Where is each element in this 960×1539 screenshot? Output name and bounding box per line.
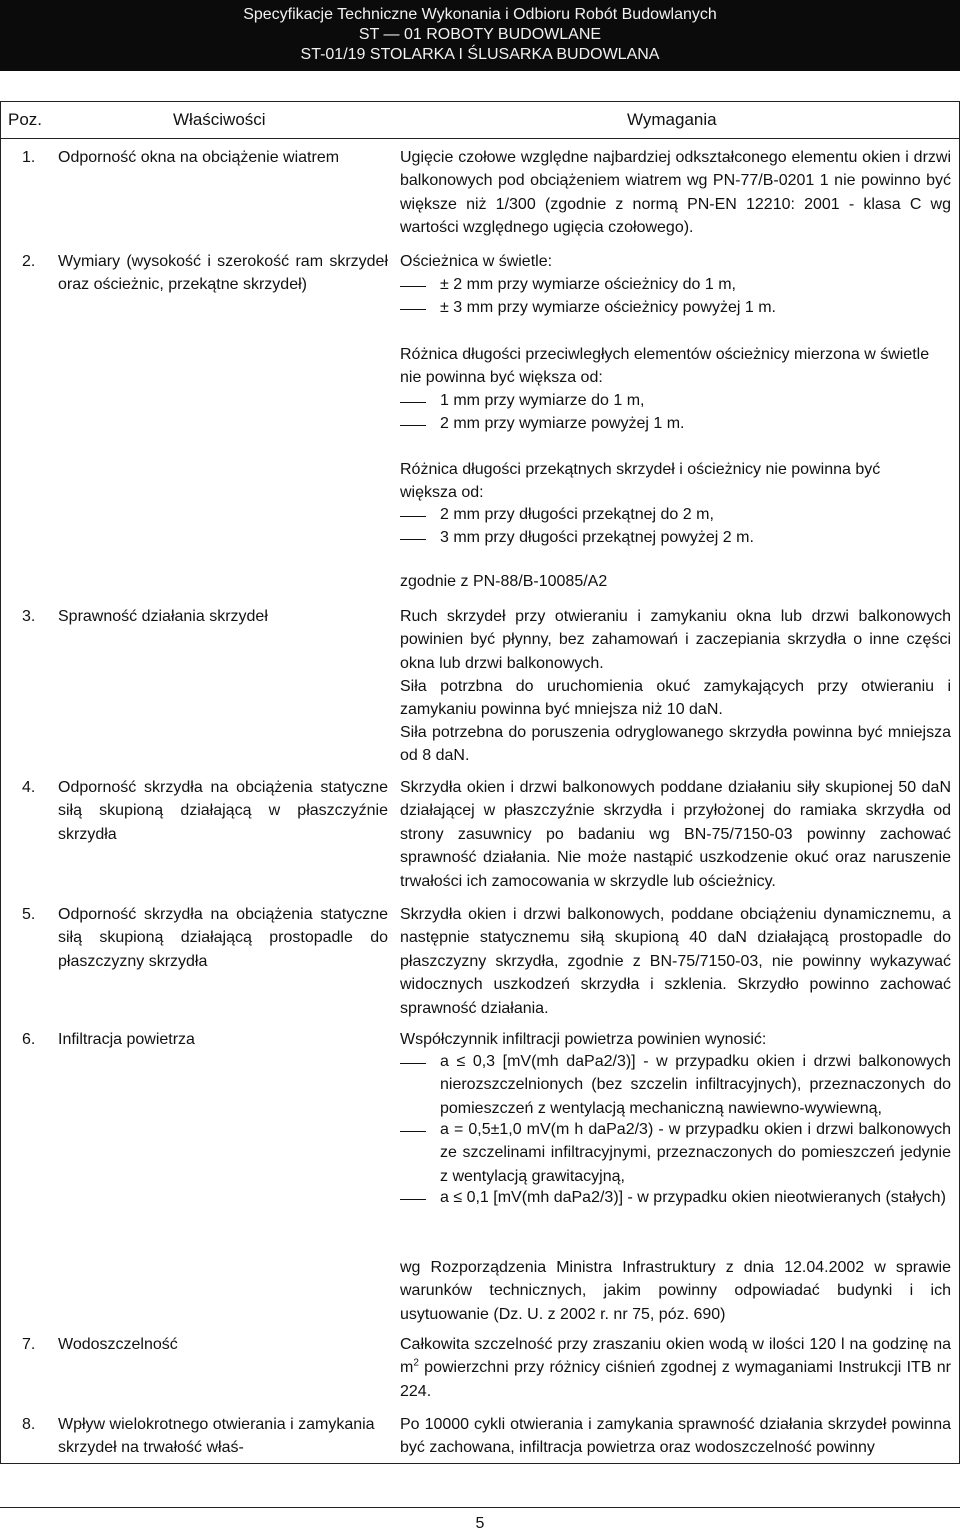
requirement-title: Współczynnik infiltracji powietrza powinien wynosić: — [400, 1031, 767, 1048]
list-item: 2 mm przy wymiarze powyżej 1 m. — [440, 415, 685, 432]
header-subsection: ST-01/19 STOLARKA I ŚLUSARKA BUDOWLANA — [300, 46, 660, 63]
row-number: 1. — [22, 149, 36, 166]
list-dash — [400, 425, 426, 426]
requirement-title: Ościeżnica w świetle: — [400, 253, 553, 270]
row-property: Odporność skrzydła na obciążenia statyczne siłą skupioną działającą w płaszczyźnie skrzydła — [58, 779, 388, 843]
column-header-poz: Poz. — [8, 110, 43, 129]
row-number: 7. — [22, 1336, 36, 1353]
superscript: 2 — [413, 1358, 419, 1370]
table-header-divider — [0, 138, 960, 139]
list-dash — [400, 309, 426, 310]
row-property: Wodoszczelność — [58, 1336, 178, 1353]
table-bottom-border — [0, 1463, 960, 1464]
list-item: ± 2 mm przy wymiarze ościeżnicy do 1 m, — [440, 276, 736, 293]
row-property: Wpływ wielokrotnego otwierania i zamykania skrzydeł na trwałość właś- — [58, 1416, 375, 1457]
header-section: ST — 01 ROBOTY BUDOWLANE — [358, 26, 602, 43]
requirement-text-part: powierzchni przy różnicy ciśnień zgodnej z wymaganiami Instrukcji ITB nr 224. — [400, 1359, 951, 1400]
requirement-text: Różnica długości przekątnych skrzydeł i ościeżnicy nie powinna być większa od: — [400, 461, 881, 502]
list-item: 1 mm przy wymiarze do 1 m, — [440, 392, 645, 409]
header-spec-title: Specyfikacje Techniczne Wykonania i Odbioru Robót Budowlanych — [243, 6, 717, 23]
footer-rule — [0, 1507, 960, 1508]
list-item: 3 mm przy długości przekątnej powyżej 2 m. — [440, 529, 754, 546]
list-item: a = 0,5±1,0 mV(m h daPa2/3) - w przypadku okien i drzwi balkonowych ze szczelinami infiltracyjnymi, przeznaczonych do pomieszczeń jedynie z wentylacją grawitacyjną, — [440, 1121, 951, 1185]
row-requirement: Siła potrzbna do uruchomienia okuć zamykających przy otwieraniu i zamykaniu powinna być mniejsza niż 10 daN. — [400, 678, 951, 719]
list-dash — [400, 1199, 426, 1200]
row-number: 2. — [22, 253, 36, 270]
row-property: Sprawność działania skrzydeł — [58, 608, 268, 625]
row-requirement: Skrzydła okien i drzwi balkonowych, poddane obciążeniu dynamicznemu, a następnie statycznemu siłą skupioną 40 daN działającą prostopadle do płaszczyzny skrzydła, zgodnie z BN-75/7150-03, nie powinny wykazywać widocznych uszkodzeń skrzydła i szklenia. Skrzydło powinno zachować sprawność działania. — [400, 906, 951, 1017]
row-property: Wymiary (wysokość i szerokość ram skrzydeł oraz ościeżnic, przekątne skrzydeł) — [58, 253, 388, 294]
row-requirement: Ugięcie czołowe względne najbardziej odkształconego elementu okien i drzwi balkonowych pod obciążeniem wiatrem wg PN-77/B-0201 1 nie powinno być większe niż 1/300 (zgodnie z normą PN-EN 12210: 2001 - klasa C wg wartości względnego ugięcia czołowego). — [400, 149, 951, 237]
list-item: a ≤ 0,3 [mV(mh daPa2/3)] - w przypadku okien i drzwi balkonowych nierozszczelnionych (bez szczelin infiltracyjnych), przeznaczonych do pomieszczeń z wentylacją mechaniczną nawiewno-wywiewną, — [440, 1053, 951, 1117]
regulation-reference: wg Rozporządzenia Ministra Infrastruktury z dnia 12.04.2002 w sprawie warunków technicznych, jakim powinny odpowiadać budynki i ich usytuowanie (Dz. U. z 2002 r. nr 75, póz. 690) — [400, 1259, 951, 1323]
row-number: 3. — [22, 608, 36, 625]
requirement-text: Różnica długości przeciwległych elementów ościeżnicy mierzona w świetle nie powinna być większa od: — [400, 346, 930, 387]
list-dash — [400, 539, 426, 540]
table-left-border — [0, 101, 1, 1464]
column-header-properties: Właściwości — [173, 110, 266, 129]
list-item: 2 mm przy długości przekątnej do 2 m, — [440, 506, 714, 523]
row-number: 8. — [22, 1416, 36, 1433]
list-dash — [400, 516, 426, 517]
table-top-border — [0, 101, 960, 102]
row-number: 4. — [22, 779, 36, 796]
page-number: 5 — [475, 1515, 485, 1532]
row-number: 6. — [22, 1031, 36, 1048]
row-requirement: Po 10000 cykli otwierania i zamykania sprawność działania skrzydeł powinna być zachowana, infiltracja powietrza oraz wodoszczelność powinny — [400, 1416, 951, 1457]
row-property: Odporność skrzydła na obciążenia statyczne siłą skupioną działającą prostopadle do płaszczyzny skrzydła — [58, 906, 388, 970]
row-property: Odporność okna na obciążenie wiatrem — [58, 149, 340, 166]
requirement-text-part: Całkowita szczelność przy zraszaniu okien wodą w ilości 120 l na godzinę na m — [400, 1336, 951, 1377]
list-item: ± 3 mm przy wymiarze ościeżnicy powyżej 1 m. — [440, 299, 776, 316]
row-property: Infiltracja powietrza — [58, 1031, 195, 1048]
list-item: a ≤ 0,1 [mV(mh daPa2/3)] - w przypadku okien nieotwieranych (stałych) — [440, 1189, 946, 1206]
column-header-requirements: Wymagania — [627, 110, 717, 129]
row-requirement: Ruch skrzydeł przy otwieraniu i zamykaniu okna lub drzwi balkonowych powinien być płynny, bez zahamowań i zaczepiania skrzydła o inne części okna lub drzwi balkonowych. — [400, 608, 951, 672]
list-dash — [400, 286, 426, 287]
document-header — [0, 0, 960, 71]
standard-reference: zgodnie z PN-88/B-10085/A2 — [400, 573, 608, 590]
list-dash — [400, 402, 426, 403]
list-dash — [400, 1131, 426, 1132]
row-requirement: Siła potrzebna do poruszenia odryglowanego skrzydła powinna być mniejsza od 8 daN. — [400, 724, 951, 765]
row-requirement — [400, 1333, 951, 1403]
row-number: 5. — [22, 906, 36, 923]
list-dash — [400, 1063, 426, 1064]
row-requirement: Skrzydła okien i drzwi balkonowych poddane działaniu siły skupionej 50 daN działającej w płaszczyźnie skrzydła i przyłożonej do ramiaka skrzydła od strony zasuwnicy po badaniu wg BN-75/7150-03 powinny zachować sprawność działania. Nie może nastąpić uszkodzenie okuć oraz naruszenie trwałości ich zamocowania w skrzydle lub ościeżnicy. — [400, 779, 951, 890]
